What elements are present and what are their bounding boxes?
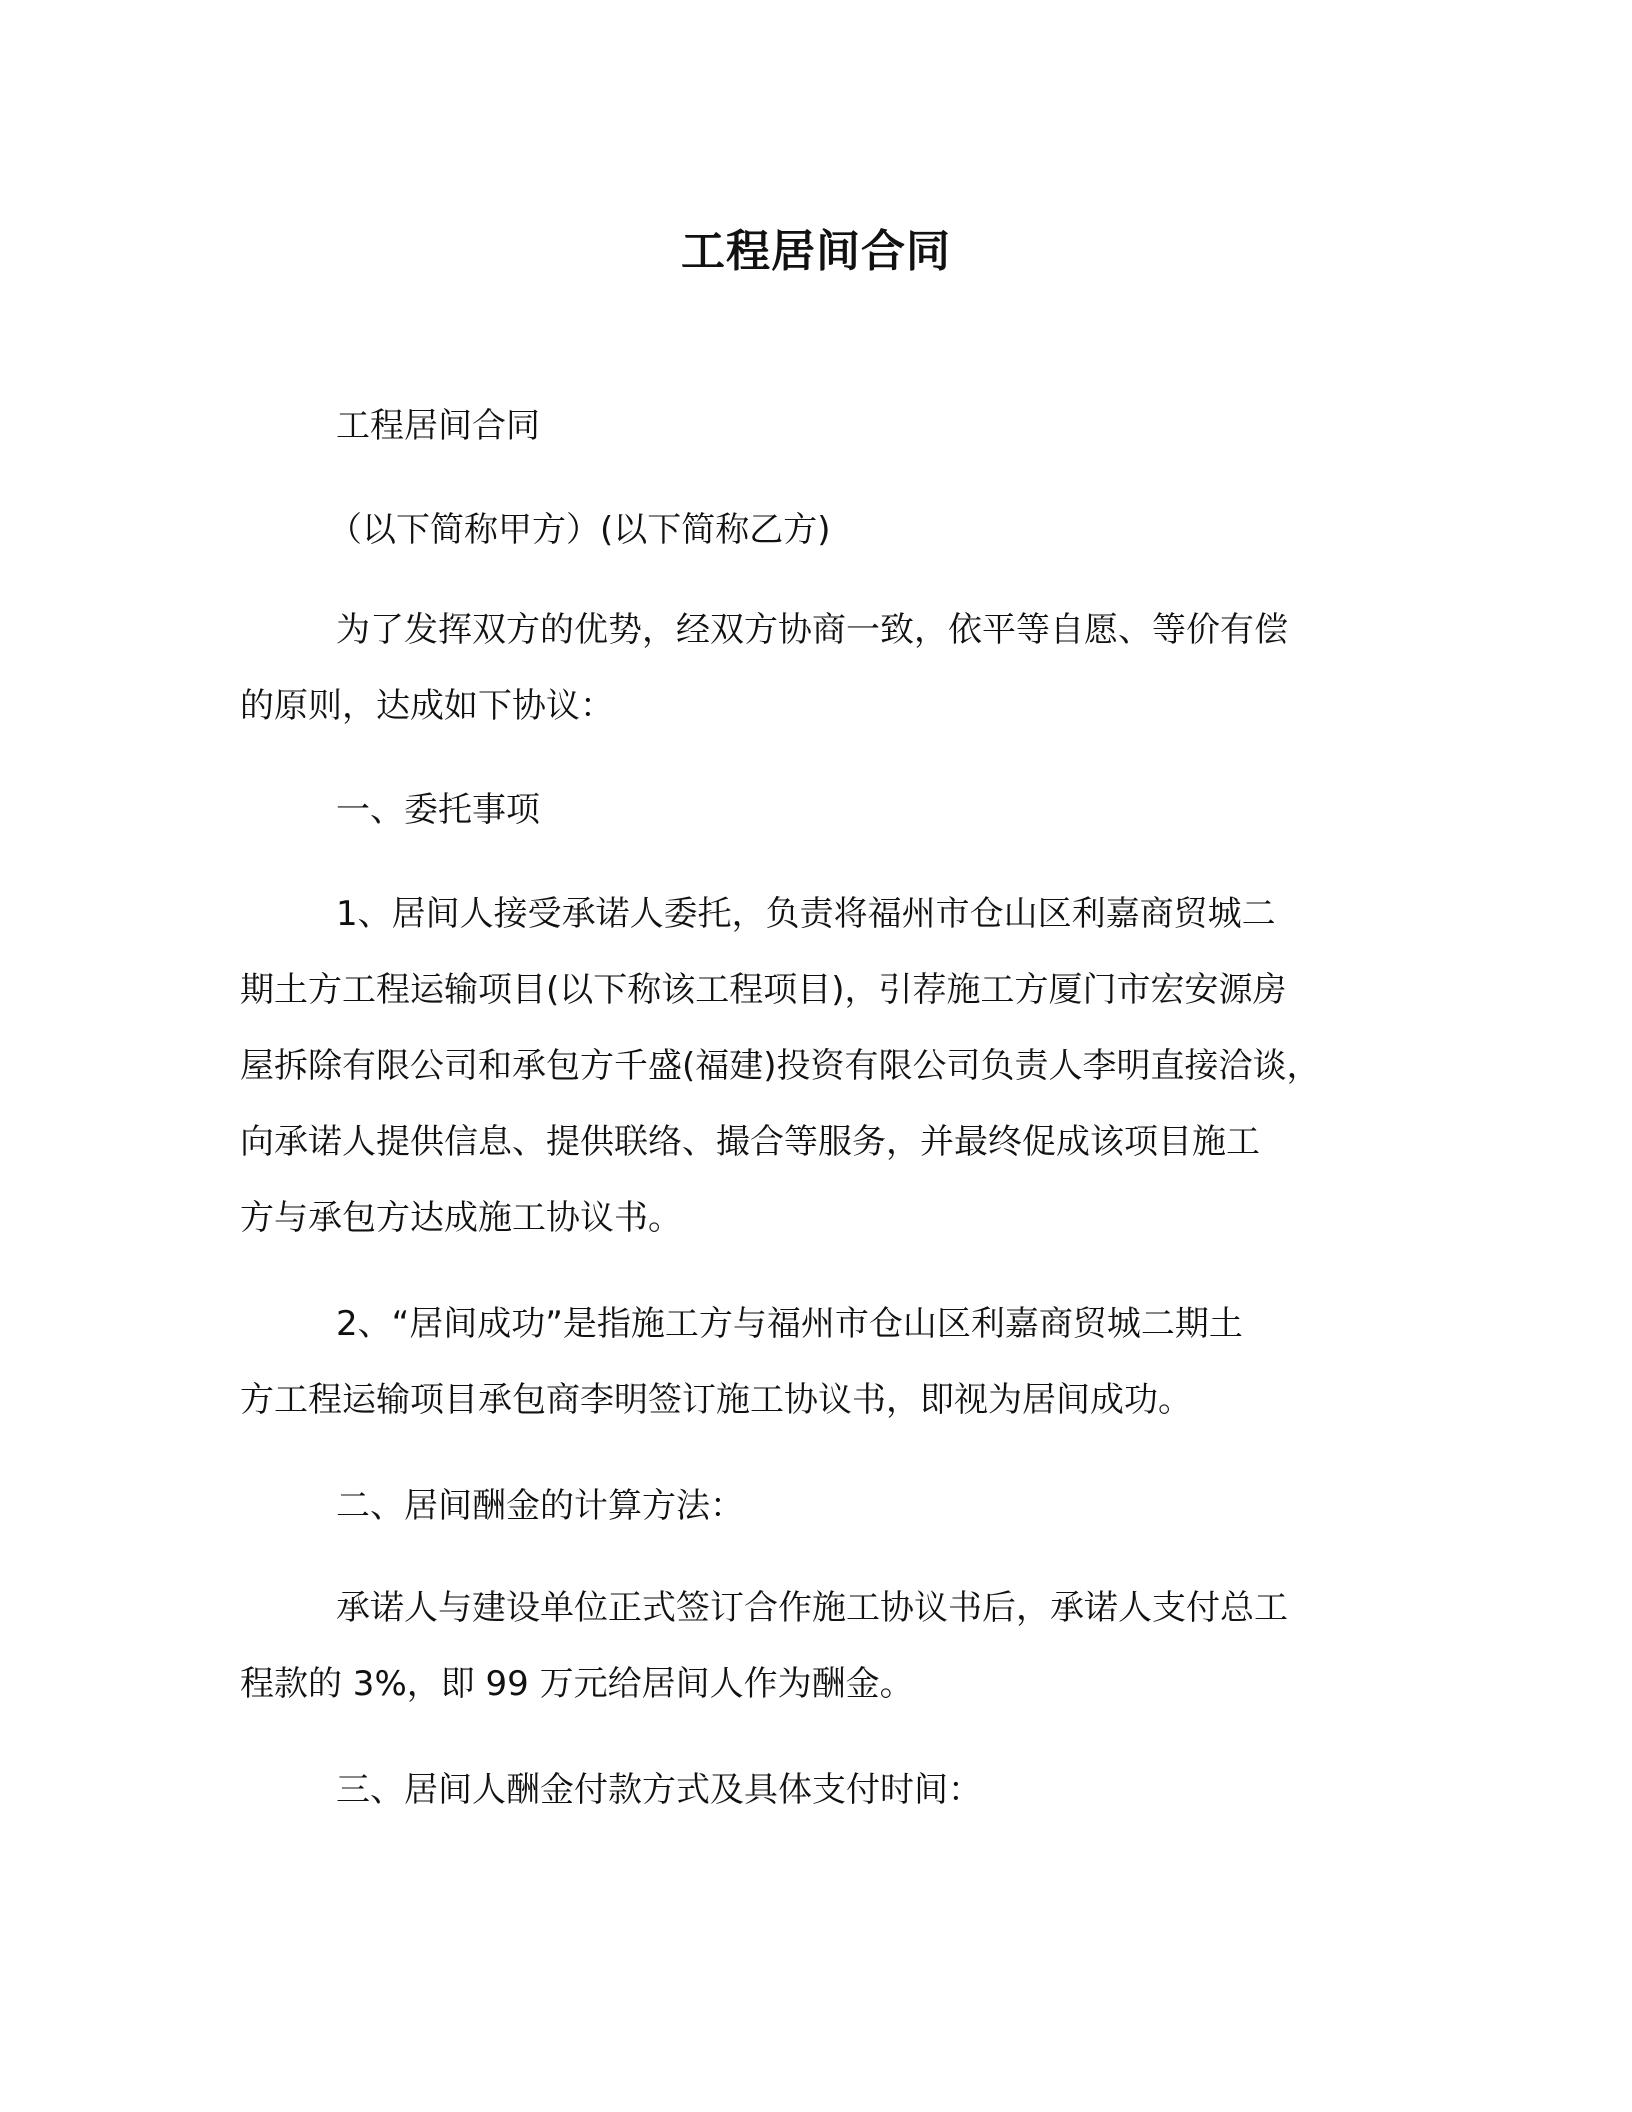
clause2-line: 方工程运输项目承包商李明签订施工协议书，即视为居间成功。 <box>240 1380 1192 1420</box>
clause2-line: 2、“居间成功”是指施工方与福州市仓山区利嘉商贸城二期土 <box>336 1304 1243 1344</box>
subtitle-line: 工程居间合同 <box>336 406 540 446</box>
section1-heading <box>240 772 1400 848</box>
section2-heading <box>240 1468 1400 1544</box>
document-title: 工程居间合同 <box>681 226 951 277</box>
clause1-line: 屋拆除有限公司和承包方千盛(福建)投资有限公司负责人李明直接洽谈， <box>240 1046 1321 1086</box>
clause1-line: 1、居间人接受承诺人委托，负责将福州市仓山区利嘉商贸城二 <box>336 894 1276 934</box>
section-heading-text: 一、委托事项 <box>336 790 540 830</box>
clause1-line: 向承诺人提供信息、提供联络、撮合等服务，并最终促成该项目施工 <box>240 1122 1260 1162</box>
preamble-line: 的原则，达成如下协议： <box>240 686 614 726</box>
clause1-line: 方与承包方达成施工协议书。 <box>240 1198 682 1238</box>
section2-line: 承诺人与建设单位正式签订合作施工协议书后，承诺人支付总工 <box>336 1588 1288 1628</box>
section3-heading <box>240 1752 1400 1828</box>
preamble-paragraph <box>240 592 1400 744</box>
preamble-line: 为了发挥双方的优势，经双方协商一致，依平等自愿、等价有偿 <box>336 610 1288 650</box>
clause1-line: 期土方工程运输项目(以下称该工程项目)，引荐施工方厦门市宏安源房 <box>240 970 1287 1010</box>
clause1-paragraph <box>240 876 1400 1256</box>
parties-text: （以下简称甲方）(以下简称乙方) <box>328 510 831 550</box>
section2-paragraph <box>240 1570 1400 1722</box>
document-subtitle <box>240 388 1400 464</box>
section-heading-text: 二、居间酬金的计算方法： <box>336 1486 744 1526</box>
section-heading-text: 三、居间人酬金付款方式及具体支付时间： <box>336 1770 982 1810</box>
section2-line: 程款的 3%，即 99 万元给居间人作为酬金。 <box>240 1664 914 1704</box>
clause2-paragraph <box>240 1286 1400 1438</box>
parties-line <box>240 492 1400 568</box>
